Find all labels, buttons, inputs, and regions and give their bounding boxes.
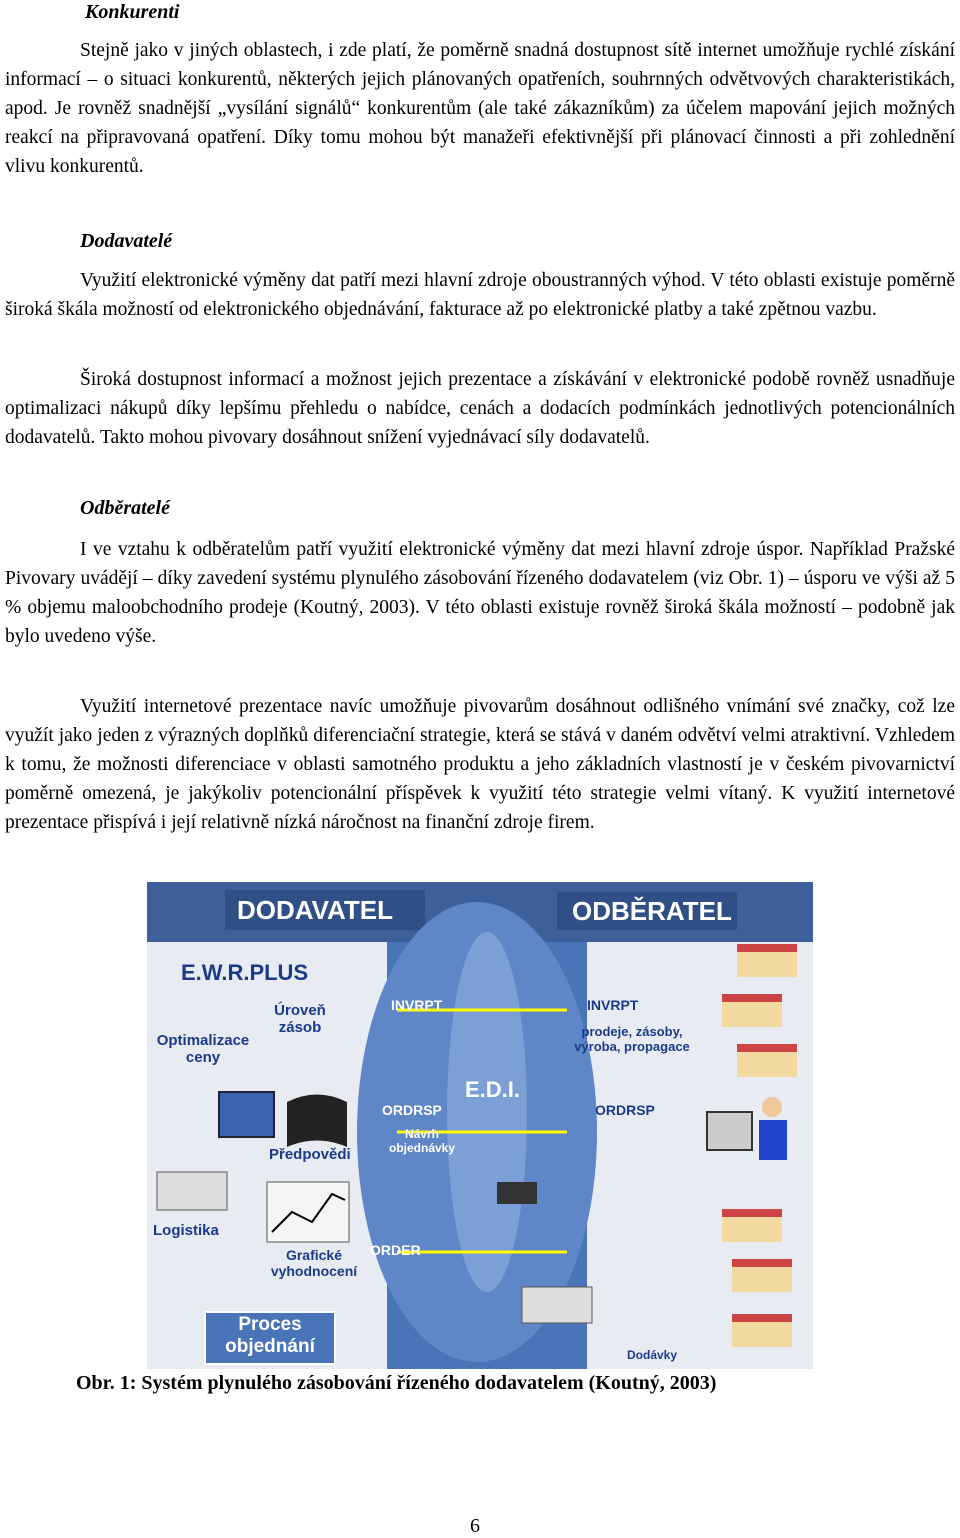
paragraph-dodavatele-1: Využití elektronické výměny dat patří mezi hlavní zdroje oboustranných výhod. V této oblasti existuje poměrně široká škála možností od elektronického objednávání, fakturace až po elektronické platby a také zpětnou vazbu.	[5, 270, 955, 320]
page-number: 6	[470, 1515, 480, 1537]
figure-supply-system	[147, 882, 813, 1369]
label-logistika: Logistika	[153, 1222, 219, 1239]
label-odberatel: ODBĚRATEL	[572, 896, 732, 926]
label-uroven-zasob: Úroveň zásob	[274, 1002, 326, 1036]
label-proces-objednani: Proces objednání	[225, 1314, 315, 1357]
figure-illustration	[147, 882, 813, 1369]
heading-dodavatele: Dodavatelé	[80, 230, 173, 252]
computer-icon	[219, 1092, 274, 1137]
label-optimalizace-ceny: Optimalizace ceny	[156, 1032, 250, 1066]
paragraph-konkurenti: Stejně jako v jiných oblastech, i zde platí, že poměrně snadná dostupnost sítě internet umožňuje rychlé získání informací – o situaci konkurentů, některých jejich plánovaných opatřeních, souhrnných odvětvových charakteristikách, apod. Je rovněž snadnější „vysílání signálů“ konkurentům (ale také zákazníkům) za účelem mapování jejich možných reakcí na připravovaná opatření. Díky tomu mohou být manažeři efektivnější při plánovací činnosti a při zohlednění vlivu konkurentů.	[5, 40, 955, 177]
label-predpovedi: Předpovědi	[269, 1146, 351, 1163]
heading-odberatele: Odběratelé	[80, 497, 170, 519]
label-prodeje-zasoby: prodeje, zásoby, výroba, propagace	[574, 1024, 690, 1054]
label-dodavatel: DODAVATEL	[237, 895, 393, 925]
label-ordrsp-right: ORDRSP	[595, 1102, 655, 1118]
label-graficke-vyhodnoceni: Grafické vyhodnocení	[270, 1247, 358, 1279]
paragraph-odberatele-1: I ve vztahu k odběratelům patří využití elektronické výměny dat mezi hlavní zdroje úspor. Například Pražské Pivovary uvádějí – díky zavedení systému plynulého zásobování řízeného dodavatelem (viz Obr. 1) – úsporu ve výši až 5 % objemu maloobchodního prodeje (Koutný, 2003). V této oblasti existuje rovněž široká škála možností – podobně jak bylo uvedeno výše.	[5, 539, 955, 647]
label-navrh-objednavky: Návrh objednávky	[388, 1127, 456, 1155]
label-dodavky: Dodávky	[627, 1348, 678, 1362]
heading-konkurenti: Konkurenti	[85, 1, 180, 23]
paragraph-dodavatele-2: Široká dostupnost informací a možnost jejich prezentace a získávání v elektronické podobě rovněž usnadňuje optimalizaci nákupů díky lepšímu přehledu o nabídce, cenách a dodacích podmínkách jednotlivých potencionálních dodavatelů. Takto mohou pivovary dosáhnout snížení vyjednávací síly dodavatelů.	[5, 369, 955, 448]
label-invrpt-left: INVRPT	[391, 997, 443, 1013]
computer-icon	[707, 1112, 752, 1150]
label-order: ORDER	[370, 1242, 421, 1258]
paragraph-odberatele-2: Využití internetové prezentace navíc umožňuje pivovarům dosáhnout odlišného vnímání své značky, což lze využít jako jeden z výrazných doplňků diferenciační strategie, která se stává v daném odvětví velmi atraktivní. Vzhledem k tomu, že možnosti diferenciace v oblasti samotného produktu a jeho základních vlastností je v českém pivovarnictví poměrně omezená, je jakýkoliv potencionální příspěvek k využití této strategie velmi vítaný. K využití internetové prezentace přispívá i její relativně nízká náročnost na finanční zdroje firem.	[5, 696, 955, 833]
figure-caption: Obr. 1: Systém plynulého zásobování řízeného dodavatelem (Koutný, 2003)	[76, 1372, 717, 1394]
label-invrpt-right: INVRPT	[587, 997, 639, 1013]
label-edi: E.D.I.	[465, 1077, 521, 1102]
label-ordrsp-left: ORDRSP	[382, 1102, 442, 1118]
label-ewr-plus: E.W.R.PLUS	[181, 960, 309, 985]
